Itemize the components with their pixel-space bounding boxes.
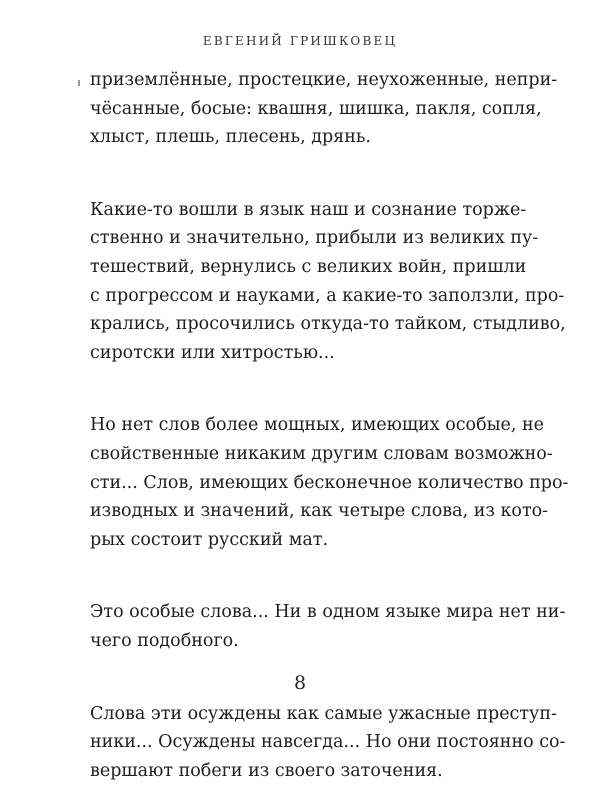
paragraph-2 xyxy=(90,196,526,368)
text-line: крались, просочились откуда-то тайком, стыдливо, xyxy=(90,310,526,339)
paragraph-3 xyxy=(90,411,526,554)
paragraph-4 xyxy=(90,598,526,655)
text-line: приземлённые, простецкие, неухоженные, непри- xyxy=(90,66,526,95)
paragraph-gap xyxy=(90,152,526,196)
page-number: 8 xyxy=(0,672,600,694)
text-line: изводных и значений, как четыре слова, из кото- xyxy=(90,497,526,526)
paragraph-gap xyxy=(90,367,526,411)
text-line: чего подобного. xyxy=(90,627,526,656)
text-line: Это особые слова... Ни в одном языке мира нет ни- xyxy=(90,598,526,627)
text-line: Слова эти осуждены как самые ужасные преступ- xyxy=(90,700,526,729)
text-line: Но нет слов более мощных, имеющих особые, не xyxy=(90,411,526,440)
text-line: хлыст, плешь, плесень, дрянь. xyxy=(90,123,526,152)
text-line: Какие-то вошли в язык наш и сознание торже- xyxy=(90,196,526,225)
text-line: чёсанные, босые: квашня, шишка, пакля, сопля, xyxy=(90,95,526,124)
paragraph-gap xyxy=(90,554,526,598)
text-line: ники... Осуждены навсегда... Но они постоянно со- xyxy=(90,728,526,757)
running-header-author: ЕВГЕНИЙ ГРИШКОВЕЦ xyxy=(0,34,600,48)
paragraph-5 xyxy=(90,700,526,785)
text-line: тешествий, вернулись с великих войн, пришли xyxy=(90,253,526,282)
text-line: сиротски или хитростью... xyxy=(90,339,526,368)
text-line: ственно и значительно, прибыли из великих пу- xyxy=(90,224,526,253)
text-line: свойственные никаким другим словам возможно- xyxy=(90,440,526,469)
text-line: с прогрессом и науками, а какие-то заползли, про- xyxy=(90,282,526,311)
text-line: рых состоит русский мат. xyxy=(90,526,526,555)
text-line: вершают побеги из своего заточения. xyxy=(90,757,526,785)
paragraph-1 xyxy=(90,66,526,152)
text-line: сти... Слов, имеющих бесконечное количество про- xyxy=(90,469,526,498)
margin-mark xyxy=(78,80,80,86)
